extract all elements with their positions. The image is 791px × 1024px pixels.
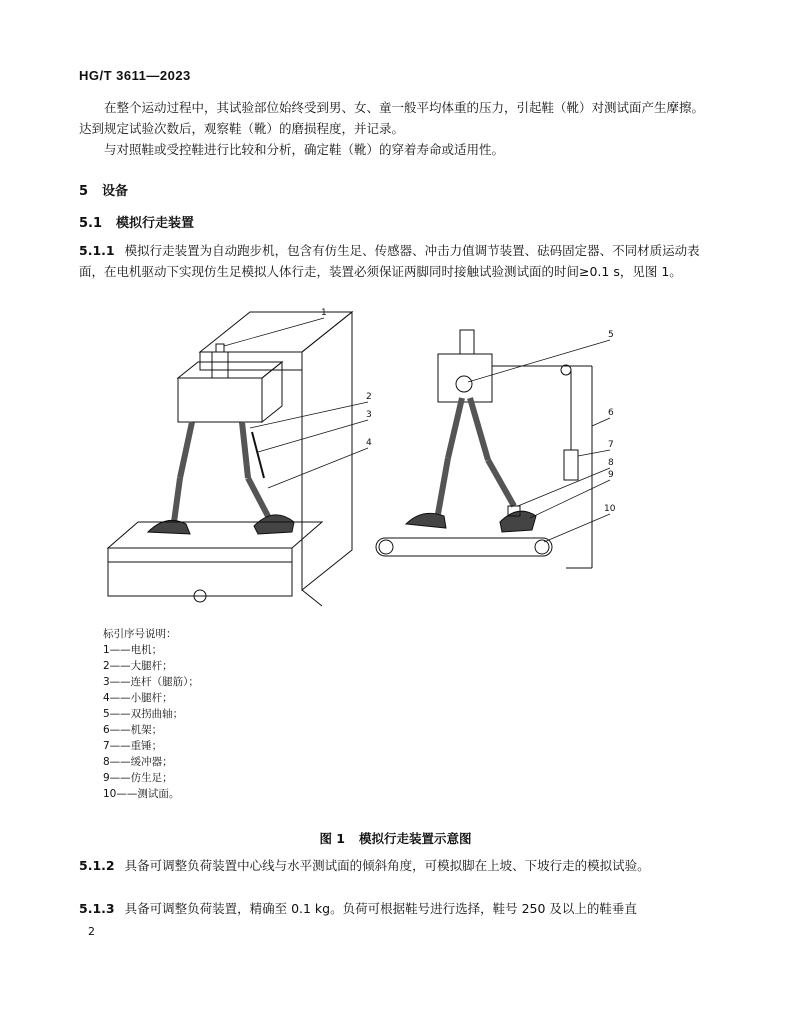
- section-number: 5: [79, 184, 89, 199]
- shank-rod-right: [248, 478, 270, 520]
- legend-item: 5——双拐曲轴；: [103, 708, 184, 720]
- callout-1: 1: [321, 308, 327, 318]
- section-5-1-heading: [79, 212, 194, 231]
- motor-side: [460, 330, 474, 354]
- belt-roller-left: [379, 540, 393, 554]
- callout-8: 8: [608, 458, 614, 468]
- shank-rod-side-right: [488, 460, 514, 506]
- standard-code: HG/T 3611—2023: [79, 68, 191, 83]
- callout-2: 2: [366, 392, 372, 402]
- thigh-rod-left: [180, 422, 192, 478]
- leader-6: [592, 418, 610, 426]
- clause-text: 具备可调整负荷装置，精确至 0.1 kg。负荷可根据鞋号进行选择，鞋号 250 及以上的鞋垂直: [124, 901, 637, 916]
- figure-legend: [103, 626, 199, 802]
- callout-10: 10: [604, 504, 616, 514]
- section-title: 设备: [102, 184, 129, 199]
- section-title: 模拟行走装置: [116, 216, 195, 231]
- legend-item: 9——仿生足；: [103, 772, 173, 784]
- motor: [212, 352, 228, 378]
- clause-number: 5.1.3: [79, 901, 115, 916]
- crank-housing: [438, 354, 492, 402]
- legend-item: 1——电机；: [103, 644, 163, 656]
- frame-front-face: [200, 352, 302, 370]
- legend-item: 6——机架；: [103, 724, 163, 736]
- callout-7: 7: [608, 440, 614, 450]
- motor-shaft: [216, 344, 224, 352]
- leader-4: [268, 448, 368, 488]
- bionic-foot-side-right: [500, 511, 536, 532]
- belt-roller-right: [535, 540, 549, 554]
- frame-base-line: [302, 590, 322, 606]
- leader-10: [544, 514, 610, 542]
- bionic-foot-right: [254, 515, 294, 534]
- figure-caption: [0, 829, 791, 847]
- leader-2: [250, 402, 368, 428]
- thigh-rod-side-right: [470, 398, 488, 460]
- leader-9: [530, 480, 610, 518]
- callout-6: 6: [608, 408, 614, 418]
- clause-number: 5.1.2: [79, 858, 115, 873]
- clause-5-1-3: [79, 898, 704, 919]
- thigh-rod-right: [242, 422, 248, 478]
- shank-rod-left: [174, 478, 180, 522]
- legend-item: 7——重锤；: [103, 740, 163, 752]
- motor-box-front: [178, 378, 262, 422]
- callout-9: 9: [608, 470, 614, 480]
- motor-box-side: [262, 362, 282, 422]
- clause-text: 模拟行走装置为自动跑步机，包含有仿生足、传感器、冲击力值调节装置、砝码固定器、不同材质运动表面，在电机驱动下实现仿生足模拟人体行走，装置必须保证两脚同时接触试验测试面的时间≥0.1 s，见图 1。: [79, 243, 700, 279]
- leader-7: [578, 450, 610, 456]
- frame-side-face: [302, 312, 352, 590]
- legend-title: 标引序号说明：: [103, 628, 177, 640]
- leader-5: [468, 340, 610, 382]
- treadmill-front: [108, 548, 292, 562]
- clause-number: 5.1.1: [79, 243, 115, 258]
- hammer-weight: [564, 450, 578, 480]
- legend-item: 8——缓冲器；: [103, 756, 173, 768]
- legend-item: 2——大腿杆；: [103, 660, 173, 672]
- intro-paragraph-1: 在整个运动过程中，其试验部位始终受到男、女、童一般平均体重的压力，引起鞋（靴）对测试面产生摩擦。达到规定试验次数后，观察鞋（靴）的磨损程度，并记录。: [79, 100, 705, 136]
- link-rod: [252, 432, 264, 478]
- callout-4: 4: [366, 438, 372, 448]
- test-surface-belt: [376, 538, 552, 556]
- intro-paragraph-2: 与对照鞋或受控鞋进行比较和分析，确定鞋（靴）的穿着寿命或适用性。: [104, 142, 505, 157]
- frame-top-face: [200, 312, 352, 352]
- legend-item: 4——小腿杆；: [103, 692, 173, 704]
- section-number: 5.1: [79, 216, 103, 231]
- section-5-heading: [79, 180, 128, 199]
- clause-text: 具备可调整负荷装置中心线与水平测试面的倾斜角度，可模拟脚在上坡、下坡行走的模拟试验。: [124, 858, 650, 873]
- leader-1: [224, 318, 324, 346]
- figure-title: 模拟行走装置示意图: [359, 831, 472, 846]
- callout-3: 3: [366, 410, 372, 420]
- page-number: 2: [88, 925, 95, 938]
- clause-5-1-2: [79, 855, 704, 876]
- figure-number: 图 1: [319, 831, 346, 846]
- callout-5: 5: [608, 330, 614, 340]
- clause-5-1-1: [79, 240, 704, 282]
- bionic-foot-side-left: [406, 513, 446, 528]
- legend-item: 3——连杆（腿筋）；: [103, 676, 199, 688]
- shank-rod-side-left: [438, 458, 448, 514]
- legend-item: 10——测试面。: [103, 788, 180, 800]
- thigh-rod-side-left: [448, 398, 462, 458]
- walking-simulator-diagram: [100, 300, 660, 610]
- treadmill-base: [108, 562, 292, 596]
- double-crank-shaft: [456, 376, 472, 392]
